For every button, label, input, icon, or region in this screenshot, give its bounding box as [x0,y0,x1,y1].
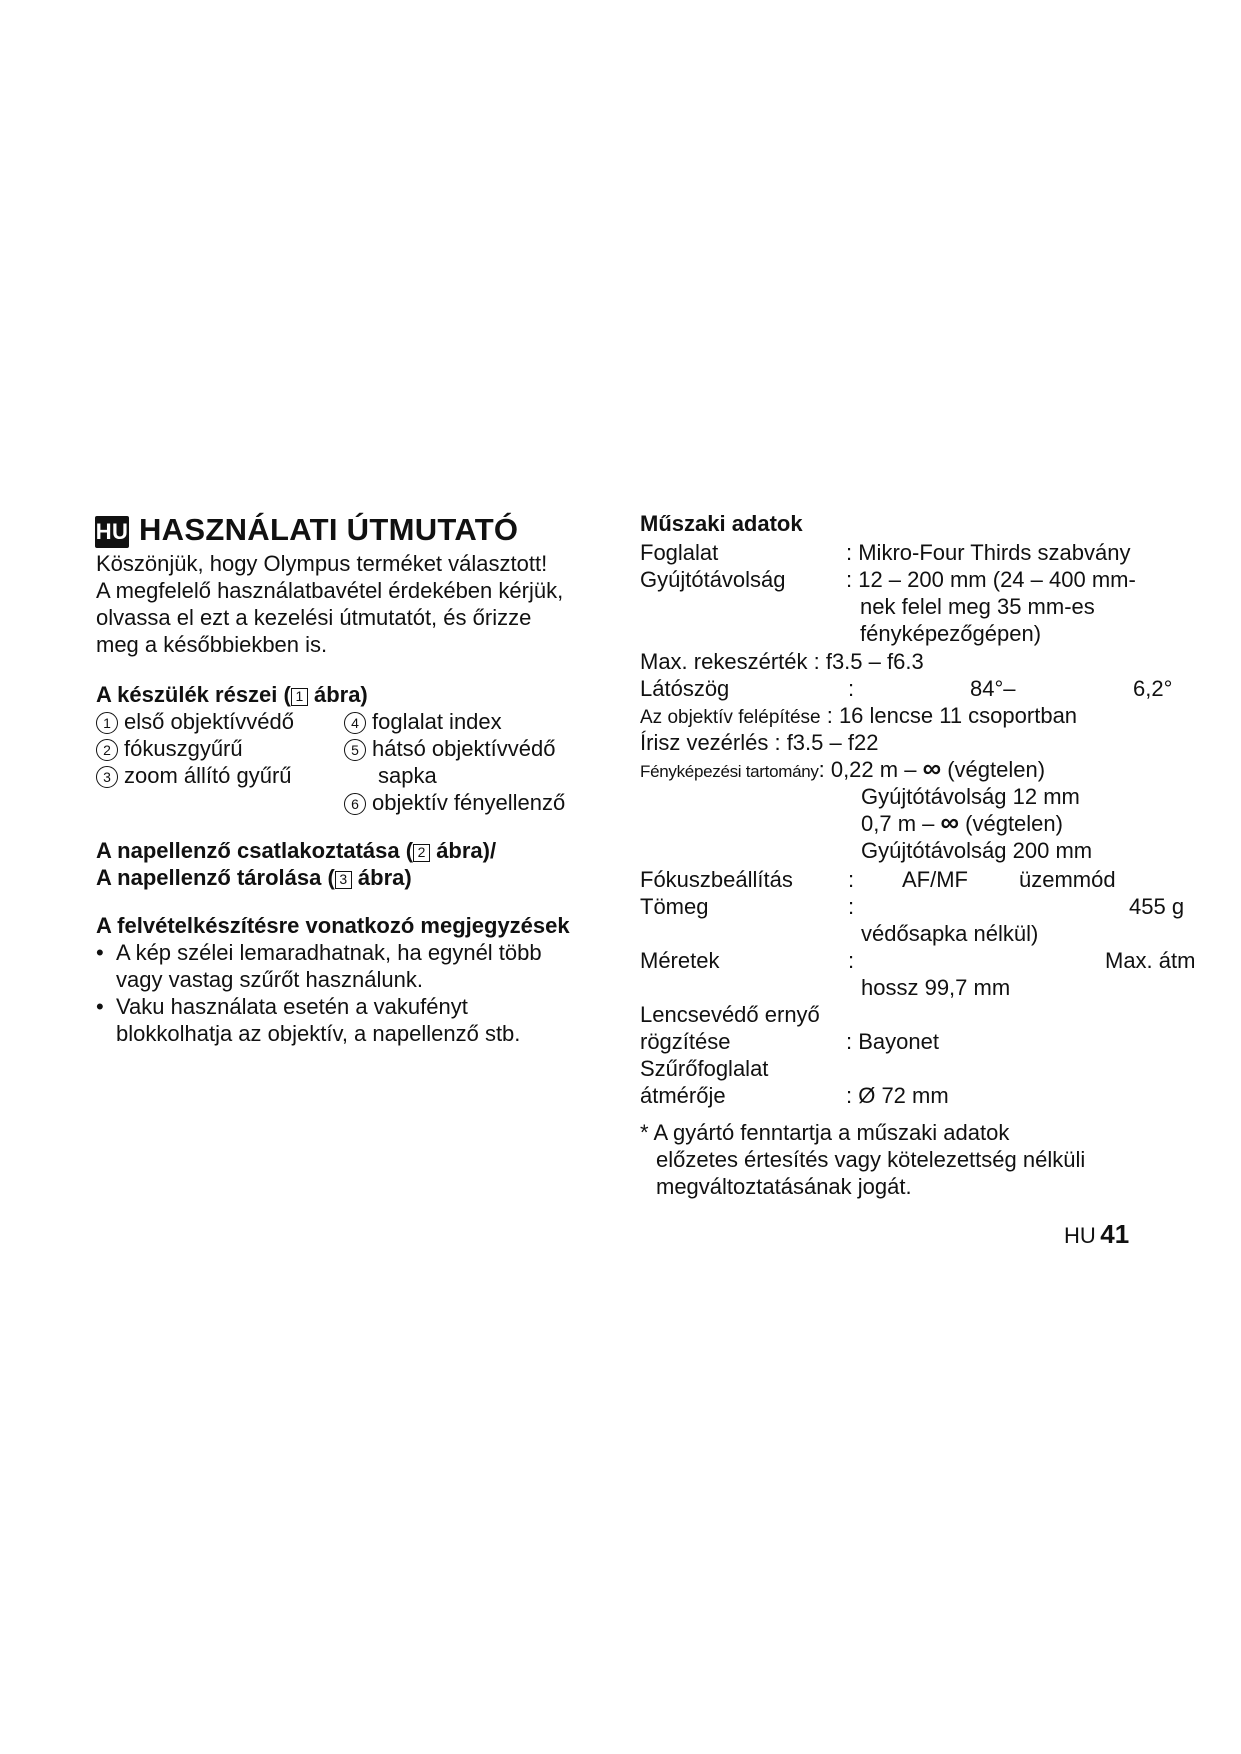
spec-colon: : [848,676,855,701]
spec-aperture: Max. rekeszérték : f3.5 – f6.3 [640,649,924,674]
intro-line: olvassa el ezt a kezelési útmutatót, és őrizze [96,605,532,630]
notes-list: • A kép szélei lemaradhatnak, ha egynél több vagy vastag szűrőt használunk. • Vaku használata esetén a vakufényt blokkolhatja az objektív, a napellenző stb. [96,940,542,1046]
intro-line: Köszönjük, hogy Olympus terméket választott! [96,551,548,576]
parts-heading: A készülék részei ( 1 ábra) [96,682,368,707]
list-item: 5 hátsó objektívvédő [344,735,565,762]
spec-dim-label: Méretek [640,948,720,973]
figure-box: 1 [291,688,308,706]
spec-weight-label: Tömeg [640,894,709,919]
spec-angle-b: 6,2° [1133,676,1173,701]
number-circle: 4 [344,712,366,734]
list-item: 4 foglalat index [344,708,565,735]
language-badge: HU [95,516,129,548]
spec-construction-label: Az objektív felépítése [640,707,821,728]
list-item: 1 első objektívvédő [96,708,294,735]
list-item: 3 zoom állító gyűrű [96,762,294,789]
number-circle: 5 [344,739,366,761]
page-footer [1064,1219,1129,1250]
spec-focal-label: Gyújtótávolság [640,567,786,592]
title-text: HASZNÁLATI ÚTMUTATÓ [139,512,519,547]
spec-focus-a: AF/MF [902,867,968,892]
spec-construction: Az objektív felépítése : 16 lencse 11 csoportban [640,703,1078,728]
spec-filter-value: : Ø 72 mm [846,1083,949,1108]
spec-iris: Írisz vezérlés : f3.5 – f22 [640,730,879,755]
intro-paragraph [96,550,563,658]
page-number: 41 [1100,1219,1130,1249]
list-item: 2 fókuszgyűrű [96,735,294,762]
intro-line: meg a későbbiekben is. [96,632,328,657]
spec-focus-b: üzemmód [1019,867,1116,892]
spec-range-line: 0,7 m – ∞ (végtelen) [861,807,1063,837]
figure-box: 3 [335,871,352,889]
spec-weight-value: 455 g [1129,894,1185,919]
parts-list-left [96,708,294,789]
spec-weight-note: védősapka nélkül) [861,921,1039,946]
parts-list-right [344,708,565,816]
list-item: • A kép szélei lemaradhatnak, ha egynél több [96,940,542,965]
page-lang: HU [1064,1223,1096,1248]
bullet: • [96,994,104,1019]
spec-angle-label: Látószög [640,676,730,701]
number-circle: 6 [344,793,366,815]
spec-range-label: Fényképezési tartomány [640,762,819,781]
number-circle: 2 [96,739,118,761]
spec-range: Fényképezési tartomány: 0,22 m – ∞ (végtelen) [640,753,1046,783]
spec-mount-value: : Mikro-Four Thirds szabvány [846,540,1131,565]
spec-hood-label: Lencsevédő ernyő rögzítése [640,1002,820,1054]
spec-range-line: Gyújtótávolság 200 mm [861,838,1093,863]
notes-heading: A felvételkészítésre vonatkozó megjegyzések [96,913,570,938]
spec-focal-value: : 12 – 200 mm (24 – 400 mm- nek felel meg 35 mm-es fényképezőgépen) [846,567,1136,646]
spec-filter-label: Szűrőfoglalat átmérője [640,1056,769,1108]
hood-heading: A napellenző csatlakoztatása ( 2 ábra)/ A napellenző tárolása ( 3 ábra) [96,838,497,890]
spec-mount-label: Foglalat [640,540,719,565]
footnote: * A gyártó fenntartja a műszaki adatok előzetes értesítés vagy kötelezettség nélküli megváltoztatásának jogát. [640,1120,1086,1199]
spec-colon: : [848,948,855,973]
list-item: • Vaku használata esetén a vakufényt [96,994,468,1019]
spec-range-line: Gyújtótávolság 12 mm [861,784,1080,809]
infinity-symbol: ∞ [922,753,942,783]
spec-dim-note: hossz 99,7 mm [861,975,1011,1000]
number-circle: 1 [96,712,118,734]
infinity-symbol: ∞ [940,807,960,837]
intro-line: A megfelelő használatbavétel érdekében kérjük, [96,578,564,603]
spec-dim-value: Max. átm [1105,948,1195,973]
number-circle: 3 [96,766,118,788]
figure-box: 2 [413,844,430,862]
spec-focus-label: Fókuszbeállítás [640,867,793,892]
page-title [95,512,518,548]
specs-heading: Műszaki adatok [640,511,803,536]
bullet: • [96,940,104,965]
spec-colon: : [848,867,855,892]
spec-hood-value: : Bayonet [846,1029,939,1054]
list-item-continued: sapka [378,763,437,788]
spec-angle-a: 84°– [970,676,1016,701]
list-item: 6 objektív fényellenző [344,789,565,816]
spec-colon: : [848,894,855,919]
